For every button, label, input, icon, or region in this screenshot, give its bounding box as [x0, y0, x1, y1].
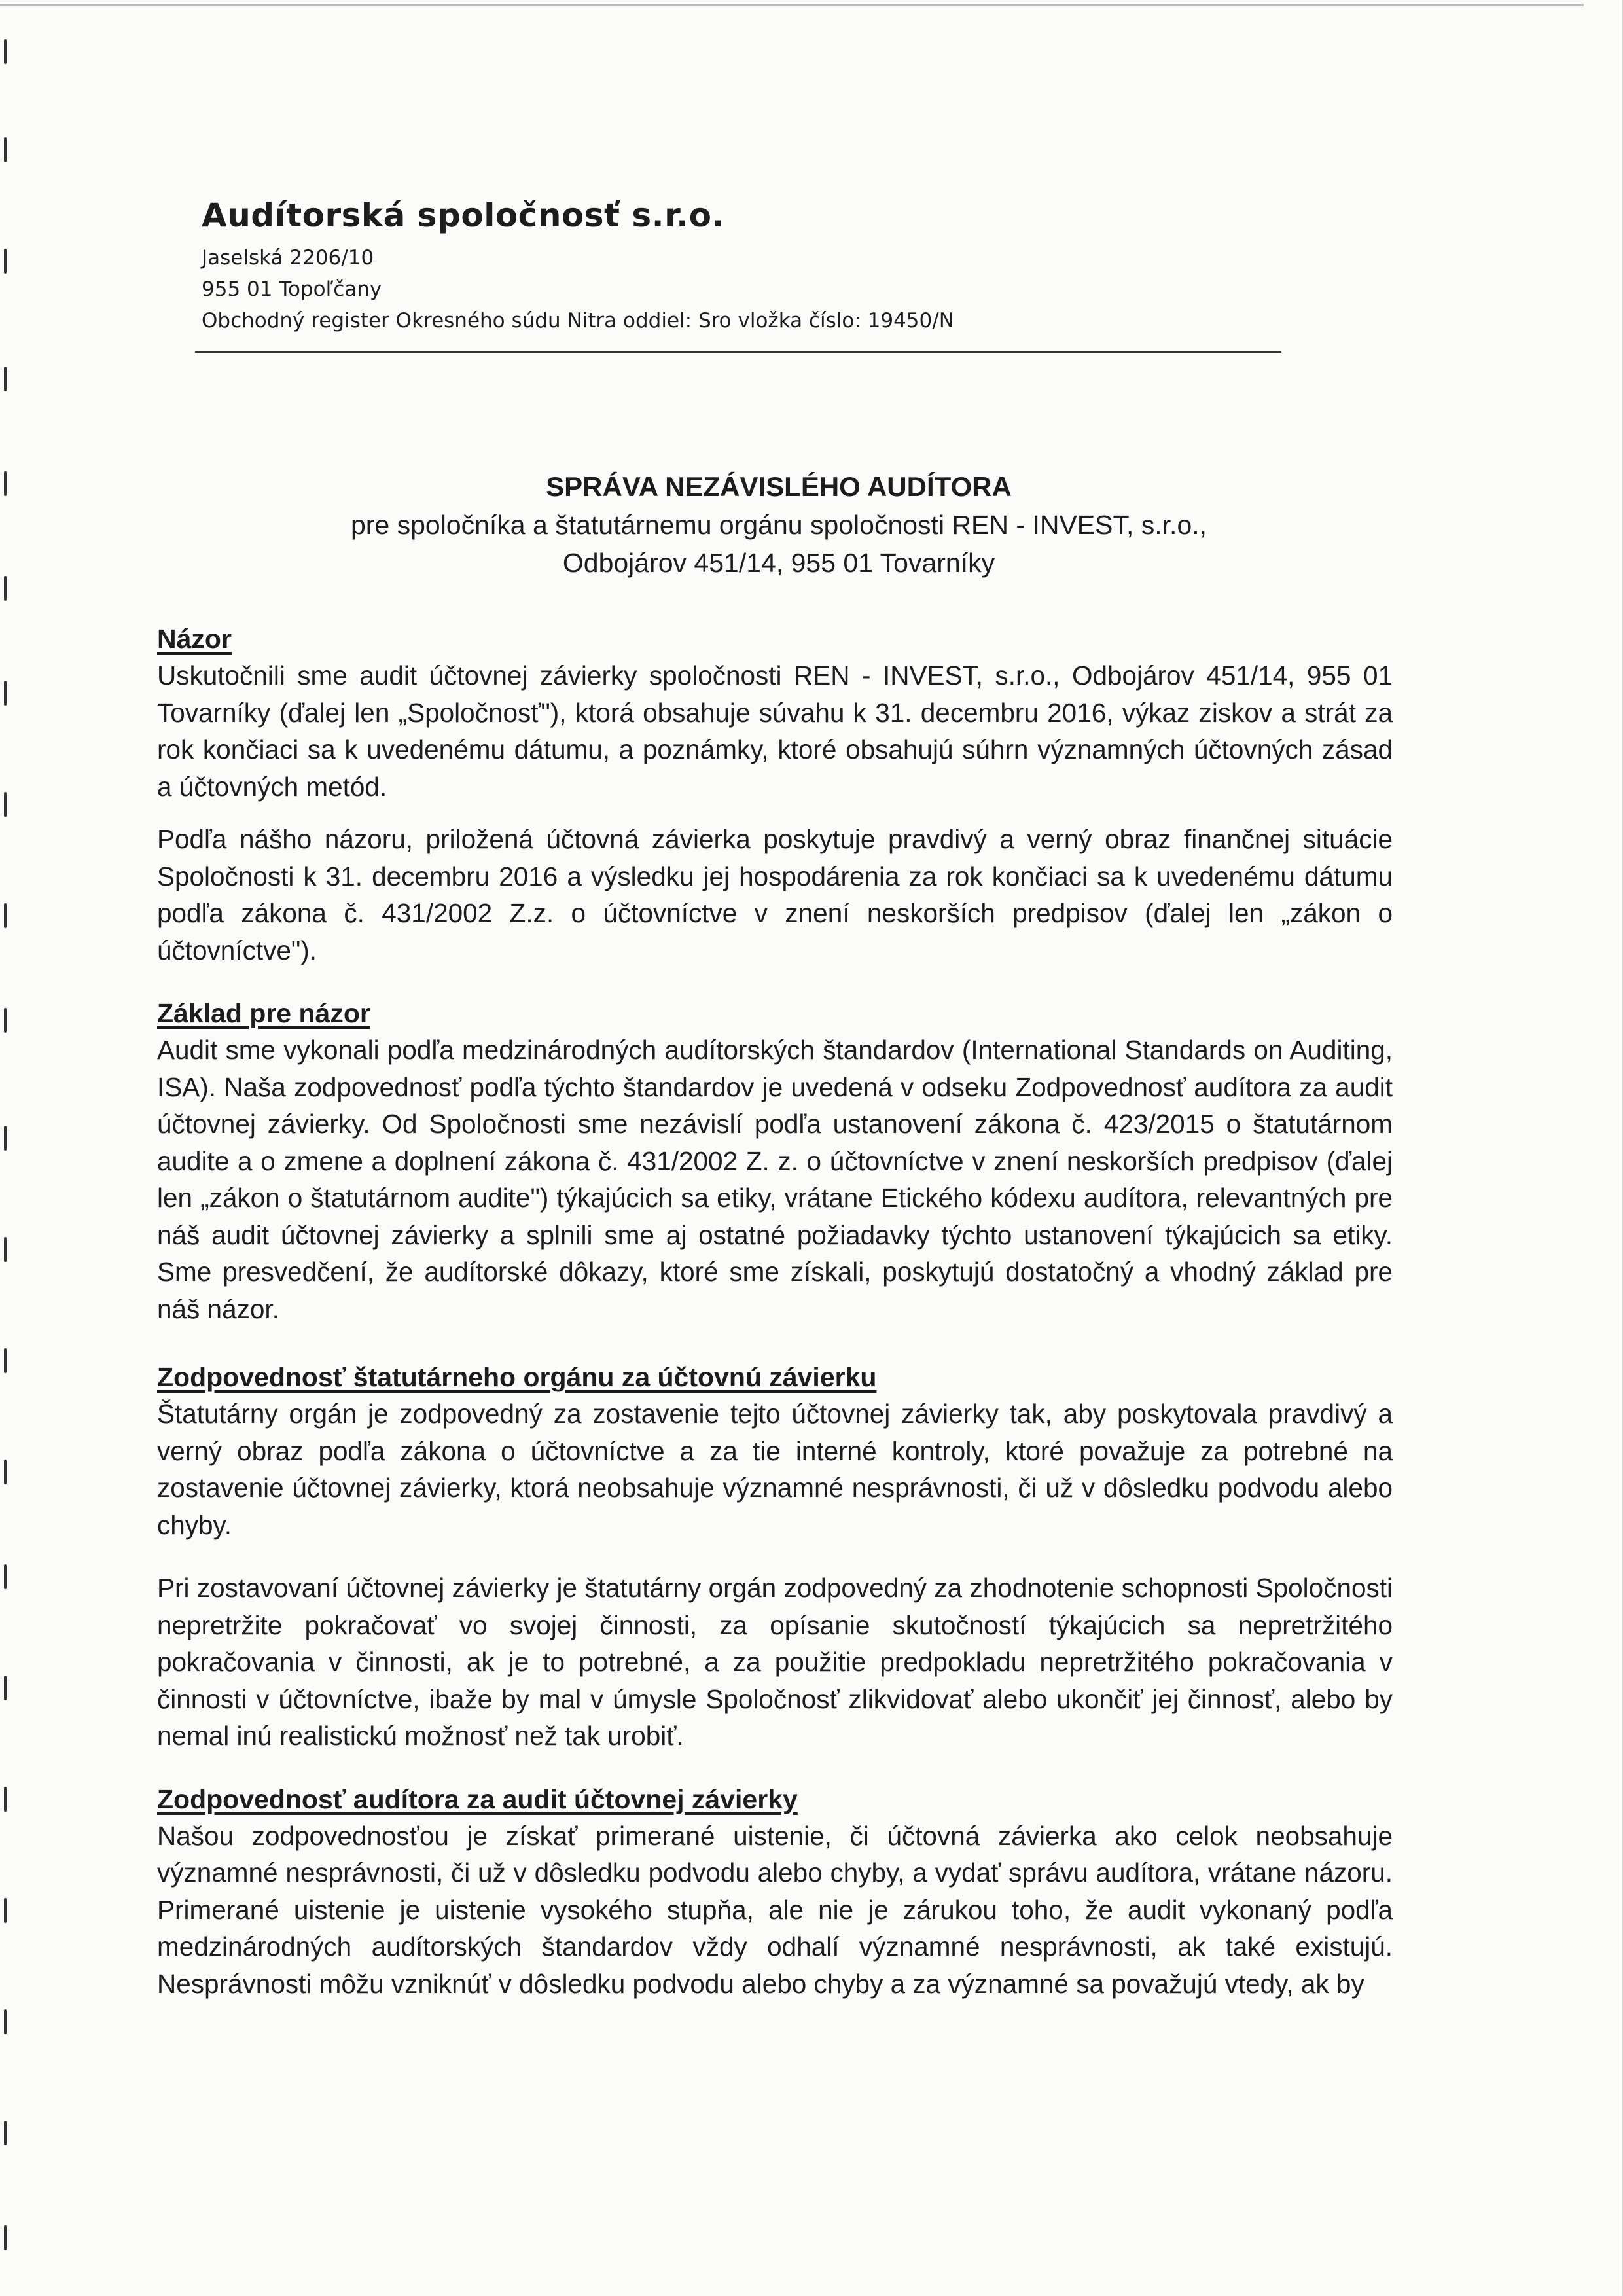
paragraph-auditor-1: Našou zodpovednosťou je získať primerané uistenie, či účtovná závierka ako celok neobsahuje významné nesprávnosti, či už v dôsledku podvodu alebo chyby, a vydať správu audítora, vrátane názoru. Primerané uistenie je uistenie vysokého stupňa, ale nie je zárukou toho, že audit vykonaný podľa medzinárodných audítorských štandardov vždy odhalí významné nesprávnosti, ak také existujú. Nesprávnosti môžu vzniknúť v dôsledku podvodu alebo chyby a za významné sa považujú vtedy, ak by: [157, 1820, 1393, 1999]
binder-mark: [4, 1898, 7, 1923]
binder-mark: [4, 137, 7, 162]
binder-mark: [4, 1460, 7, 1484]
section-heading-statutar: Zodpovednosť štatutárneho orgánu za účtovnú závierku: [157, 1362, 877, 1392]
paragraph-statutar-2: Pri zostavovaní účtovnej závierky je štatutárny orgán zodpovedný za zhodnotenie schopnosti Spoločnosti nepretržite pokračovať vo svojej činnosti, za opísanie skutočností týkajúcich sa nepretržitého pokračovania v činnosti, ak je to potrebné, a za použitie predpokladu nepretržitého pokračovania v činnosti v účtovníctve, ibaže by mal v úmysle Spoločnosť zlikvidovať alebo ukončiť jej činnosť, alebo by nemal inú realistickú možnosť než tak urobiť.: [157, 1573, 1393, 1751]
binder-mark: [4, 1676, 7, 1700]
paragraph-zaklad-1: Audit sme vykonali podľa medzinárodných audítorských štandardov (International Standards on Auditing, ISA). Naša zodpovednosť podľa týchto štandardov je uvedená v odseku Zodpovednosť audítora za audit účtovnej závierky. Od Spoločnosti sme nezávislí podľa ustanovení zákona č. 423/2015 o štatutárnom audite a o zmene a doplnení zákona č. 431/2002 Z. z. o účtovníctve v znení neskorších predpisov (ďalej len „zákon o štatutárnom audite") týkajúcich sa etiky, vrátane Etického kódexu audítora, relevantných pre náš audit účtovnej závierky a splnili sme aj ostatné požiadavky týchto ustanovení týkajúcich sa etiky. Sme presvedčení, že audítorské dôkazy, ktoré sme získali, poskytujú dostatočný a vhodný základ pre náš názor.: [157, 1035, 1393, 1324]
report-title: SPRÁVA NEZÁVISLÉHO AUDÍTORA: [546, 471, 1012, 502]
report-title-block: [157, 468, 1400, 582]
binder-mark: [4, 1126, 7, 1151]
binder-mark: [4, 681, 7, 706]
company-name: Audítorská spoločnosť s.r.o.: [202, 196, 724, 234]
section-heading-zaklad: Základ pre názor: [157, 998, 370, 1028]
letterhead: [202, 196, 1314, 336]
paragraph-statutar-1: Štatutárny orgán je zodpovedný za zostavenie tejto účtovnej závierky tak, aby poskytovala pravdivý a verný obraz podľa zákona o účtovníctve a za tie interné kontroly, ktoré považuje za potrebné na zostavenie účtovnej závierky, ktorá neobsahuje významné nesprávnosti, či už v dôsledku podvodu alebo chyby.: [157, 1399, 1393, 1540]
binder-mark: [4, 1564, 7, 1589]
binder-mark: [4, 2121, 7, 2145]
binder-mark: [4, 249, 7, 274]
company-street: Jaselská 2206/10: [202, 246, 374, 270]
binder-mark: [4, 367, 7, 391]
section-heading-nazor: Názor: [157, 624, 232, 654]
binder-mark: [4, 1237, 7, 1262]
binder-mark: [4, 2225, 7, 2250]
binder-mark: [4, 1008, 7, 1033]
binder-mark: [4, 2009, 7, 2034]
letterhead-divider: [195, 351, 1281, 353]
report-body: [157, 620, 1393, 2002]
company-register: Obchodný register Okresného súdu Nitra oddiel: Sro vložka číslo: 19450/N: [202, 309, 954, 332]
report-addressee: pre spoločníka a štatutárnemu orgánu spoločnosti REN - INVEST, s.r.o.,: [350, 510, 1207, 540]
binder-marks: [0, 0, 16, 2296]
scan-edge-line: [0, 4, 1584, 6]
binder-mark: [4, 903, 7, 928]
binder-mark: [4, 39, 7, 64]
paragraph-nazor-1: Uskutočnili sme audit účtovnej závierky spoločnosti REN - INVEST, s.r.o., Odbojárov 451/14, 955 01 Tovarníky (ďalej len „Spoločnosť"), ktorá obsahuje súvahu k 31. decembru 2016, výkaz ziskov a strát za rok končiaci sa k uvedenému dátumu, a poznámky, ktoré obsahujú súhrn významných účtovných zásad a účtovných metód.: [157, 660, 1393, 802]
report-address: Odbojárov 451/14, 955 01 Tovarníky: [562, 548, 995, 578]
binder-mark: [4, 792, 7, 817]
binder-mark: [4, 471, 7, 496]
binder-mark: [4, 1787, 7, 1812]
paragraph-nazor-2: Podľa nášho názoru, priložená účtovná závierka poskytuje pravdivý a verný obraz finančnej situácie Spoločnosti k 31. decembru 2016 a výsledku jej hospodárenia za rok končiaci sa k uvedenému dátumu podľa zákona č. 431/2002 Z.z. o účtovníctve v znení neskorších predpisov (ďalej len „zákon o účtovníctve").: [157, 824, 1393, 965]
binder-mark: [4, 1348, 7, 1373]
company-city: 955 01 Topoľčany: [202, 278, 382, 301]
binder-mark: [4, 576, 7, 601]
section-heading-auditor: Zodpovednosť audítora za audit účtovnej závierky: [157, 1784, 798, 1814]
